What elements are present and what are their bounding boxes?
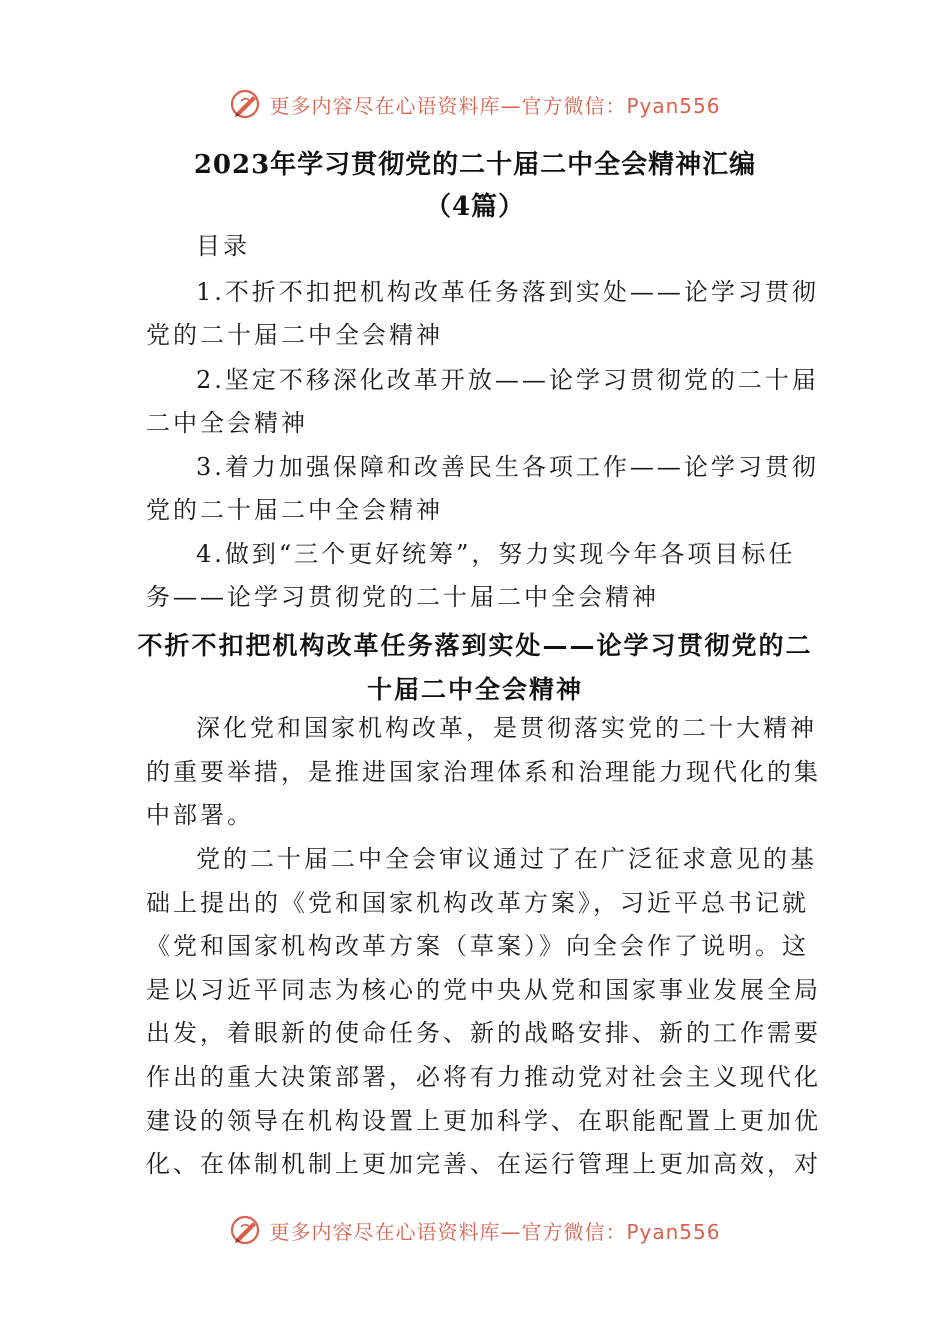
toc-heading: 目录 [196, 232, 250, 260]
document-title: 2023年学习贯彻党的二十届二中全会精神汇编 [193, 150, 757, 180]
para2-line7: 建设的领导在机构设置上更加科学、在职能配置上更加优 [146, 1107, 821, 1135]
toc-item-2-line2: 二中全会精神 [146, 409, 308, 437]
para2-line2: 础上提出的《党和国家机构改革方案》，习近平总书记就 [146, 889, 809, 917]
para2-line1: 党的二十届二中全会审议通过了在广泛征求意见的基 [196, 845, 817, 873]
article-title-line1: 不折不扣把机构改革任务落到实处——论学习贯彻党的二 [137, 631, 813, 660]
para2-line4: 是以习近平同志为核心的党中央从党和国家事业发展全局 [146, 976, 821, 1004]
watermark-footer [0, 1212, 950, 1248]
article-title-line2: 十届二中全会精神 [366, 675, 583, 704]
para2-line6: 作出的重大决策部署，必将有力推动党对社会主义现代化 [146, 1063, 821, 1091]
toc-item-4-line1: 4.做到“三个更好统筹”，努力实现今年各项目标任 [196, 540, 796, 568]
para1-line1: 深化党和国家机构改革，是贯彻落实党的二十大精神 [196, 714, 817, 742]
pen-logo-icon [229, 87, 263, 121]
watermark-header [0, 86, 950, 122]
toc-item-3-line2: 党的二十届二中全会精神 [146, 496, 443, 524]
toc-item-1-line1: 1.不折不扣把机构改革任务落到实处——论学习贯彻 [196, 278, 819, 306]
para2-line8: 化、在体制机制上更加完善、在运行管理上更加高效，对 [146, 1150, 821, 1178]
toc-item-4-line2: 务——论学习贯彻党的二十届二中全会精神 [146, 583, 659, 611]
watermark-text: 更多内容尽在心语资料库—官方微信：Pyan556 [269, 93, 721, 118]
toc-item-1-line2: 党的二十届二中全会精神 [146, 321, 443, 349]
toc-item-2-line1: 2.坚定不移深化改革开放——论学习贯彻党的二十届 [196, 366, 819, 394]
para2-line3: 《党和国家机构改革方案（草案）》向全会作了说明。这 [146, 932, 809, 960]
toc-item-3-line1: 3.着力加强保障和改善民生各项工作——论学习贯彻 [196, 453, 819, 481]
pen-logo-icon [229, 1213, 263, 1247]
para2-line5: 出发，着眼新的使命任务、新的战略安排、新的工作需要 [146, 1019, 821, 1047]
para1-line3: 中部署。 [146, 801, 254, 829]
document-subtitle: （4篇） [424, 192, 526, 222]
watermark-text: 更多内容尽在心语资料库—官方微信：Pyan556 [269, 1219, 721, 1244]
para1-line2: 的重要举措，是推进国家治理体系和治理能力现代化的集 [146, 758, 821, 786]
